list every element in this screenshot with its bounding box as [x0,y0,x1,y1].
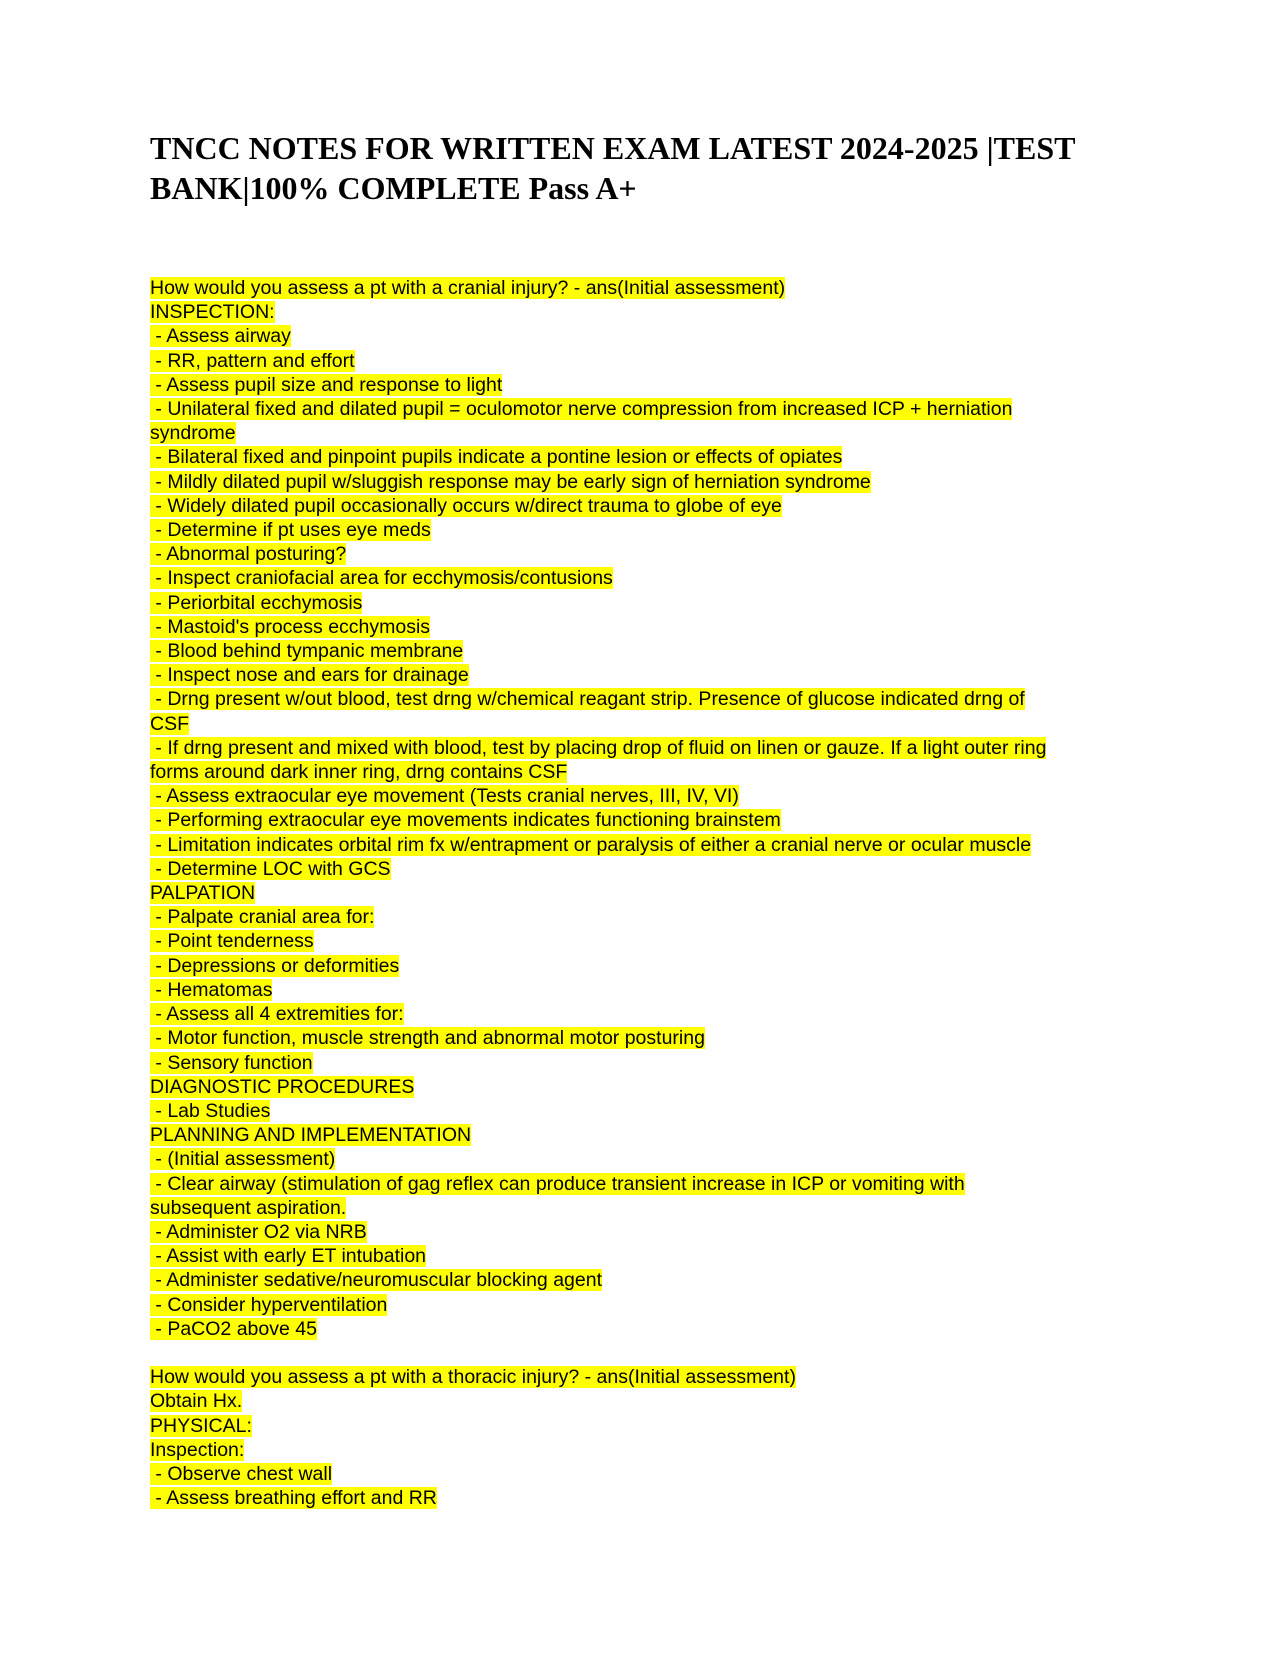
text-line [150,857,1150,881]
text-line [150,518,1150,542]
highlighted-text: - Point tenderness [150,930,314,953]
answer-lines [150,300,1150,1341]
highlighted-text: - Sensory function [150,1051,313,1074]
highlighted-text: - Periorbital ecchymosis [150,591,363,614]
text-line [150,663,1150,687]
text-line [150,421,1150,445]
highlighted-text: PLANNING AND IMPLEMENTATION [150,1124,472,1147]
highlighted-text: - Administer sedative/neuromuscular blocking agent [150,1269,602,1292]
text-line [150,1172,1150,1196]
section-cranial-injury [150,276,1150,1341]
highlighted-text: - Blood behind tympanic membrane [150,640,464,663]
highlighted-text: CSF [150,712,189,735]
text-line [150,978,1150,1002]
highlighted-text: DIAGNOSTIC PROCEDURES [150,1075,415,1098]
text-line [150,300,1150,324]
highlighted-text: - Assess extraocular eye movement (Tests cranial nerves, III, IV, VI) [150,785,739,808]
highlighted-text: - Administer O2 via NRB [150,1220,367,1243]
highlighted-text: - Drng present w/out blood, test drng w/chemical reagant strip. Presence of glucose indicated drng of [150,688,1025,711]
text-line [150,881,1150,905]
text-line [150,954,1150,978]
text-line [150,784,1150,808]
highlighted-text: - Inspect craniofacial area for ecchymosis/contusions [150,567,613,590]
text-line [150,760,1150,784]
highlighted-text: - Inspect nose and ears for drainage [150,664,469,687]
highlighted-text: - Mastoid's process ecchymosis [150,615,431,638]
highlighted-text: - Consider hyperventilation [150,1293,388,1316]
text-line [150,1486,1150,1510]
highlighted-text: - Clear airway (stimulation of gag reflex can produce transient increase in ICP or vomiting with [150,1172,965,1195]
highlighted-text: INSPECTION: [150,301,275,324]
text-line [150,615,1150,639]
highlighted-text: - (Initial assessment) [150,1148,336,1171]
text-line [150,324,1150,348]
highlighted-text: subsequent aspiration. [150,1196,347,1219]
highlighted-text: syndrome [150,422,236,445]
highlighted-text: - Lab Studies [150,1099,271,1122]
highlighted-text: - Mildly dilated pupil w/sluggish response may be early sign of herniation syndrome [150,470,871,493]
text-line [150,1075,1150,1099]
text-line [150,349,1150,373]
text-line [150,833,1150,857]
document-title: TNCC NOTES FOR WRITTEN EXAM LATEST 2024-2025 |TEST BANK|100% COMPLETE Pass A+ [150,130,1075,206]
highlighted-text: - Determine if pt uses eye meds [150,519,431,542]
highlighted-text: - Assess airway [150,325,291,348]
highlighted-text: - Limitation indicates orbital rim fx w/entrapment or paralysis of either a cranial nerve or ocular muscle [150,833,1032,856]
highlighted-text: - Observe chest wall [150,1462,333,1485]
highlighted-text: - PaCO2 above 45 [150,1317,317,1340]
question-line [150,1365,1150,1389]
highlighted-text: - RR, pattern and effort [150,349,355,372]
highlighted-text: PHYSICAL: [150,1414,252,1437]
text-line [150,1147,1150,1171]
text-line [150,445,1150,469]
highlighted-text: - Performing extraocular eye movements indicates functioning brainstem [150,809,781,832]
text-line [150,1268,1150,1292]
highlighted-text: PALPATION [150,882,256,905]
text-line [150,1293,1150,1317]
text-line [150,494,1150,518]
highlighted-text: - Hematomas [150,978,273,1001]
text-line [150,1389,1150,1413]
highlighted-text: - If drng present and mixed with blood, test by placing drop of fluid on linen or gauze. If a light outer ring [150,736,1047,759]
section-thoracic-injury [150,1365,1150,1510]
highlighted-text: - Widely dilated pupil occasionally occurs w/direct trauma to globe of eye [150,494,782,517]
highlighted-text: Obtain Hx. [150,1390,243,1413]
highlighted-text: - Palpate cranial area for: [150,906,375,929]
text-line [150,712,1150,736]
answer-lines [150,1389,1150,1510]
text-line [150,470,1150,494]
text-line [150,1099,1150,1123]
highlighted-text: - Unilateral fixed and dilated pupil = oculomotor nerve compression from increased ICP + herniation [150,398,1013,421]
text-line [150,808,1150,832]
question-line [150,276,1150,300]
highlighted-text: - Assist with early ET intubation [150,1245,427,1268]
highlighted-text: - Assess pupil size and response to light [150,373,503,396]
text-line [150,1438,1150,1462]
highlighted-text: - Depressions or deformities [150,954,400,977]
question-text: How would you assess a pt with a thoracic injury? - ans(Initial assessment) [150,1366,796,1389]
text-line [150,1244,1150,1268]
question-text: How would you assess a pt with a cranial injury? - ans(Initial assessment) [150,277,786,299]
text-line [150,905,1150,929]
text-line [150,1220,1150,1244]
highlighted-text: - Bilateral fixed and pinpoint pupils indicate a pontine lesion or effects of opiates [150,446,843,469]
text-line [150,373,1150,397]
document-page [150,128,1150,1510]
highlighted-text: - Abnormal posturing? [150,543,347,566]
text-line [150,542,1150,566]
highlighted-text: Inspection: [150,1438,245,1461]
text-line [150,929,1150,953]
text-line [150,1026,1150,1050]
text-line [150,1196,1150,1220]
highlighted-text: - Motor function, muscle strength and abnormal motor posturing [150,1027,705,1050]
text-line [150,1123,1150,1147]
text-line [150,687,1150,711]
highlighted-text: - Assess breathing effort and RR [150,1487,437,1510]
highlighted-text: - Assess all 4 extremities for: [150,1003,404,1026]
text-line [150,1414,1150,1438]
highlighted-text: - Determine LOC with GCS [150,857,391,880]
text-line [150,1002,1150,1026]
text-line [150,1051,1150,1075]
text-line [150,1462,1150,1486]
text-line [150,566,1150,590]
text-line [150,639,1150,663]
text-line [150,1317,1150,1341]
highlighted-text: forms around dark inner ring, drng contains CSF [150,761,568,784]
text-line [150,591,1150,615]
document-body [150,276,1150,1510]
section-gap [150,1341,1150,1365]
text-line [150,736,1150,760]
text-line [150,397,1150,421]
